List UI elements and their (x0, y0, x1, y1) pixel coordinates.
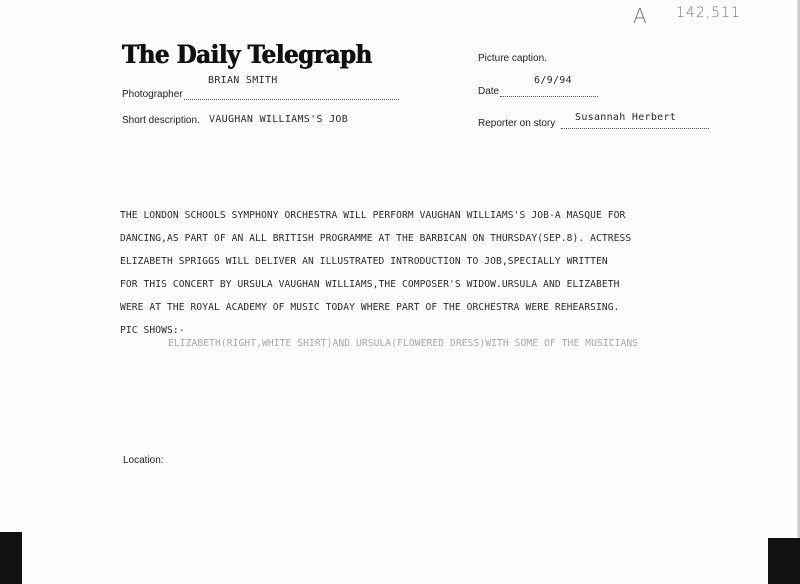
photographer-value: BRIAN SMITH (208, 75, 278, 86)
photographer-dotted-line (184, 99, 399, 100)
pic-shows-description: ELIZABETH(RIGHT,WHITE SHIRT)AND URSULA(FLOWERED DRESS)WITH SOME OF THE MUSICIANS (168, 338, 639, 349)
caption-line: ELIZABETH SPRIGGS WILL DELIVER AN ILLUSTRATED INTRODUCTION TO JOB,SPECIALLY WRITTEN (120, 256, 608, 267)
location-label: Location: (123, 455, 164, 466)
reporter-value: Susannah Herbert (575, 112, 677, 123)
caption-line: FOR THIS CONCERT BY URSULA VAUGHAN WILLIAMS,THE COMPOSER'S WIDOW.URSULA AND ELIZABETH (120, 279, 620, 290)
caption-line: THE LONDON SCHOOLS SYMPHONY ORCHESTRA WILL PERFORM VAUGHAN WILLIAMS'S JOB-A MASQUE FOR (120, 210, 626, 221)
caption-line: PIC SHOWS:- (120, 325, 185, 336)
short-description-value: VAUGHAN WILLIAMS'S JOB (209, 114, 349, 125)
bottom-left-corner (0, 532, 22, 584)
reporter-label: Reporter on story (478, 118, 556, 129)
annotation-letter: A (633, 4, 647, 28)
short-description-label: Short description. (122, 115, 200, 126)
photographer-label: Photographer (122, 89, 183, 100)
caption-line: DANCING,AS PART OF AN ALL BRITISH PROGRAMME AT THE BARBICAN ON THURSDAY(SEP.8). ACTRESS (120, 233, 632, 244)
annotation-number: 142,511 (676, 5, 741, 21)
date-value: 6/9/94 (534, 75, 572, 86)
bottom-right-corner (768, 538, 800, 584)
masthead-logo: The Daily Telegraph (122, 40, 372, 69)
date-label: Date (478, 86, 500, 97)
caption-line: WERE AT THE ROYAL ACADEMY OF MUSIC TODAY WHERE PART OF THE ORCHESTRA WERE REHEARSING. (120, 302, 620, 313)
picture-caption-label: Picture caption. (478, 53, 547, 64)
date-dotted-line (500, 96, 598, 97)
caption-body (120, 204, 740, 342)
reporter-dotted-line (561, 128, 709, 129)
